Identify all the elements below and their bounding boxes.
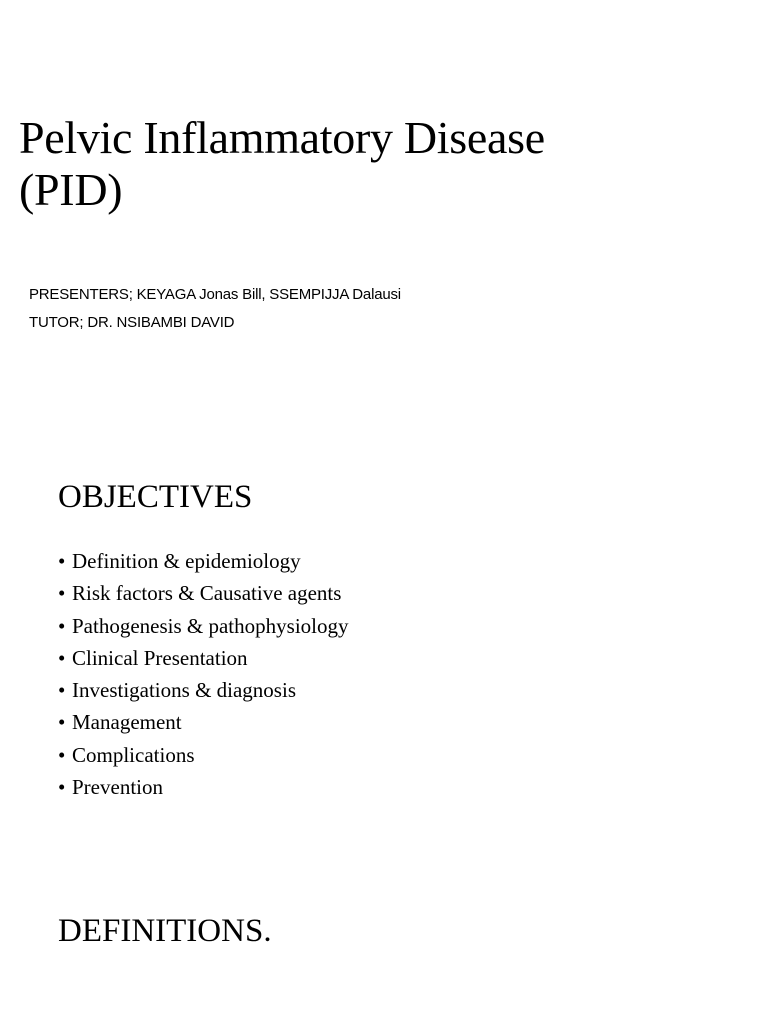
presentation-title bbox=[19, 112, 545, 216]
bullet-icon: • bbox=[58, 710, 66, 735]
objectives-slide bbox=[0, 432, 768, 864]
list-item-text: Risk factors & Causative agents bbox=[72, 581, 342, 606]
bullet-icon: • bbox=[58, 678, 66, 703]
list-item bbox=[58, 739, 349, 771]
title-line: (PID) bbox=[19, 164, 123, 215]
list-item-text: Pathogenesis & pathophysiology bbox=[72, 613, 349, 638]
bullet-icon: • bbox=[58, 645, 66, 670]
bullet-icon: • bbox=[58, 742, 66, 767]
list-item bbox=[58, 706, 349, 738]
list-item bbox=[58, 771, 349, 803]
definitions-slide bbox=[0, 864, 768, 1024]
list-item bbox=[58, 577, 349, 609]
objectives-heading: OBJECTIVES bbox=[58, 479, 253, 515]
list-item-text: Management bbox=[72, 710, 182, 735]
bullet-icon: • bbox=[58, 613, 66, 638]
list-item-text: Clinical Presentation bbox=[72, 645, 248, 670]
bullet-icon: • bbox=[58, 775, 66, 800]
bullet-icon: • bbox=[58, 581, 66, 606]
list-item bbox=[58, 610, 349, 642]
tutor-line: TUTOR; DR. NSIBAMBI DAVID bbox=[29, 314, 235, 331]
list-item bbox=[58, 674, 349, 706]
title-line: Pelvic Inflammatory Disease bbox=[19, 112, 545, 163]
list-item-text: Investigations & diagnosis bbox=[72, 678, 296, 703]
definitions-heading: DEFINITIONS. bbox=[58, 913, 272, 949]
bullet-icon: • bbox=[58, 549, 66, 573]
title-slide bbox=[0, 0, 768, 432]
presenters-block bbox=[29, 281, 401, 337]
presenters-line: PRESENTERS; KEYAGA Jonas Bill, SSEMPIJJA Dalausi bbox=[29, 286, 401, 303]
list-item-text: Definition & epidemiology bbox=[72, 549, 301, 573]
list-item-text: Prevention bbox=[72, 775, 163, 800]
objectives-list bbox=[58, 545, 349, 803]
list-item-text: Complications bbox=[72, 742, 195, 767]
list-item bbox=[58, 642, 349, 674]
list-item bbox=[58, 545, 349, 577]
